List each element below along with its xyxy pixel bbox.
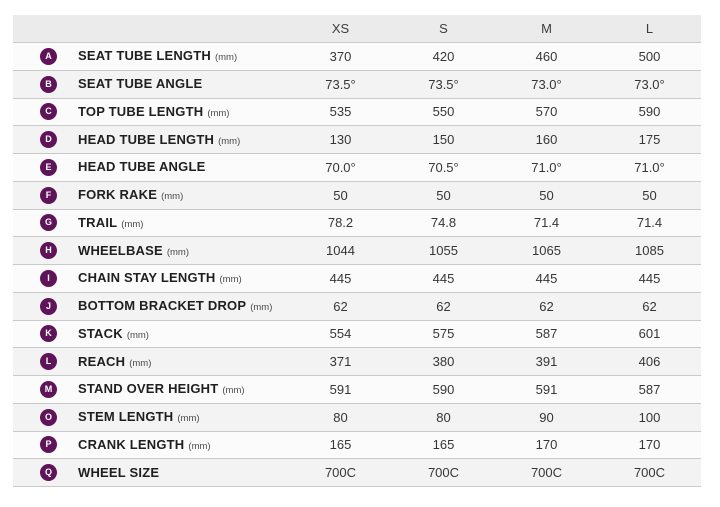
table-row (13, 99, 701, 127)
value-m: 460 (535, 48, 558, 64)
size-column-header-l: L (645, 21, 654, 36)
row-letter-badge (40, 381, 57, 398)
measurement-unit: (mm) (250, 302, 273, 314)
measurement-label (78, 408, 200, 426)
row-letter-badge (40, 270, 57, 287)
row-letter-badge (40, 436, 57, 453)
value-s: 165 (432, 437, 455, 453)
row-letter-badge (40, 187, 57, 204)
measurement-label-cell (13, 325, 289, 343)
table-row (13, 265, 701, 293)
row-letter: M (44, 383, 53, 394)
row-letter-badge (40, 76, 57, 93)
row-letter: J (45, 300, 51, 311)
measurement-label (78, 103, 229, 121)
value-s: 70.5° (428, 159, 459, 175)
value-l: 601 (638, 326, 661, 342)
measurement-label-cell (13, 75, 289, 93)
value-xs: 700C (324, 465, 357, 481)
table-row (13, 404, 701, 432)
value-xs: 370 (329, 48, 352, 64)
measurement-unit: (mm) (219, 274, 242, 286)
table-row (13, 126, 701, 154)
value-xs: 165 (329, 437, 352, 453)
measurement-label (78, 436, 211, 454)
value-xs: 554 (329, 326, 352, 342)
table-row (13, 210, 701, 238)
value-s: 74.8 (430, 215, 457, 231)
measurement-label-cell (13, 158, 289, 176)
row-letter: C (45, 106, 52, 117)
value-l: 500 (638, 48, 661, 64)
row-letter-badge (40, 214, 57, 231)
row-letter-badge (40, 103, 57, 120)
value-xs: 78.2 (327, 215, 354, 231)
measurement-name: TRAIL (78, 214, 118, 230)
measurement-label (78, 269, 242, 287)
row-letter: I (47, 272, 50, 283)
table-row (13, 376, 701, 404)
measurement-label (78, 214, 143, 232)
size-header-row (13, 15, 701, 43)
size-column-header-s: S (439, 21, 448, 36)
value-l: 100 (638, 409, 661, 425)
value-xs: 70.0° (325, 159, 356, 175)
row-letter: H (45, 245, 52, 256)
value-l: 445 (638, 270, 661, 286)
value-s: 380 (432, 354, 455, 370)
measurement-label-cell (13, 436, 289, 454)
measurement-label-cell (13, 186, 289, 204)
measurement-label (78, 325, 149, 343)
row-letter: A (45, 50, 52, 61)
value-l: 71.0° (634, 159, 665, 175)
value-s: 1055 (429, 243, 458, 259)
value-l: 73.0° (634, 76, 665, 92)
value-xs: 1044 (326, 243, 355, 259)
table-row (13, 293, 701, 321)
measurement-unit: (mm) (161, 191, 184, 203)
value-m: 62 (539, 298, 554, 314)
value-xs: 535 (329, 104, 352, 120)
value-l: 170 (638, 437, 661, 453)
value-m: 391 (535, 354, 558, 370)
row-letter-badge (40, 48, 57, 65)
table-row (13, 321, 701, 349)
measurement-unit: (mm) (166, 246, 190, 258)
measurement-label (78, 47, 237, 65)
table-row (13, 459, 701, 487)
measurement-unit: (mm) (177, 413, 200, 425)
value-s: 420 (432, 48, 455, 64)
measurement-name: SEAT TUBE ANGLE (78, 76, 203, 92)
value-s: 62 (436, 298, 451, 314)
measurement-name: WHEEL SIZE (78, 464, 160, 480)
row-letter-badge (40, 409, 57, 426)
measurement-label (78, 380, 245, 398)
measurement-label-cell (13, 408, 289, 426)
value-xs: 445 (329, 270, 352, 286)
table-row (13, 154, 701, 182)
value-s: 700C (427, 465, 460, 481)
measurement-name: HEAD TUBE LENGTH (78, 131, 215, 147)
measurement-label-cell (13, 380, 289, 398)
size-column-header-m: M (541, 21, 552, 36)
value-m: 73.0° (531, 76, 562, 92)
row-letter-badge (40, 464, 57, 481)
value-m: 445 (535, 270, 558, 286)
measurement-name: CRANK LENGTH (78, 436, 185, 452)
value-m: 570 (535, 104, 558, 120)
value-l: 1085 (635, 243, 664, 259)
value-xs: 130 (329, 132, 352, 148)
table-row (13, 71, 701, 99)
value-s: 445 (432, 270, 455, 286)
size-column-header-xs: XS (331, 21, 350, 36)
value-m: 591 (535, 381, 558, 397)
value-l: 700C (633, 465, 666, 481)
row-letter: O (44, 411, 52, 422)
measurement-label-cell (13, 214, 289, 232)
measurement-name: CHAIN STAY LENGTH (78, 270, 216, 286)
row-letter: B (45, 78, 52, 89)
value-m: 587 (535, 326, 558, 342)
measurement-label (78, 464, 159, 482)
measurement-label-cell (13, 297, 289, 315)
measurement-unit: (mm) (207, 107, 230, 119)
value-s: 73.5° (428, 76, 459, 92)
value-s: 590 (432, 381, 455, 397)
row-letter: D (45, 134, 52, 145)
value-l: 71.4 (636, 215, 663, 231)
measurement-unit: (mm) (218, 135, 241, 147)
table-row (13, 237, 701, 265)
row-letter: L (45, 356, 52, 367)
row-letter-badge (40, 298, 57, 315)
value-xs: 73.5° (325, 76, 356, 92)
measurement-label-cell (13, 47, 289, 65)
value-l: 587 (638, 381, 661, 397)
row-letter-badge (40, 353, 57, 370)
measurement-label-cell (13, 242, 289, 260)
measurement-unit: (mm) (129, 357, 152, 369)
measurement-label-cell (13, 353, 289, 371)
value-m: 71.0° (531, 159, 562, 175)
table-row (13, 182, 701, 210)
table-row (13, 432, 701, 460)
table-body (13, 43, 701, 487)
value-m: 170 (535, 437, 558, 453)
value-s: 550 (432, 104, 455, 120)
measurement-unit: (mm) (214, 52, 238, 64)
row-letter-badge (40, 242, 57, 259)
value-xs: 371 (329, 354, 352, 370)
measurement-label-cell (13, 269, 289, 287)
measurement-label (78, 353, 151, 371)
measurement-label (78, 158, 205, 176)
measurement-name: SEAT TUBE LENGTH (78, 48, 211, 64)
value-s: 80 (436, 409, 451, 425)
value-s: 575 (432, 326, 455, 342)
geometry-table (13, 15, 701, 487)
row-letter-badge (40, 325, 57, 342)
value-s: 150 (432, 132, 455, 148)
measurement-unit: (mm) (222, 385, 245, 397)
value-l: 50 (642, 187, 657, 203)
measurement-name: HEAD TUBE ANGLE (78, 159, 206, 175)
measurement-name: STAND OVER HEIGHT (78, 381, 219, 397)
measurement-label-cell (13, 131, 289, 149)
measurement-unit: (mm) (126, 329, 149, 341)
value-m: 90 (539, 409, 554, 425)
value-l: 590 (638, 104, 661, 120)
row-letter-badge (40, 131, 57, 148)
value-xs: 591 (329, 381, 352, 397)
value-l: 406 (638, 354, 661, 370)
value-m: 700C (530, 465, 563, 481)
measurement-label (78, 186, 183, 204)
value-l: 62 (642, 298, 657, 314)
value-m: 50 (539, 187, 554, 203)
row-letter: P (45, 439, 52, 450)
measurement-label-cell (13, 464, 289, 482)
value-m: 160 (535, 132, 558, 148)
value-l: 175 (638, 132, 661, 148)
row-letter: F (45, 189, 52, 200)
table-row (13, 43, 701, 71)
row-letter: Q (44, 467, 52, 478)
value-s: 50 (436, 187, 451, 203)
value-xs: 50 (333, 187, 348, 203)
measurement-label (78, 242, 189, 260)
measurement-unit: (mm) (121, 218, 144, 230)
measurement-name: WHEELBASE (78, 242, 163, 258)
value-m: 71.4 (533, 215, 560, 231)
row-letter: E (45, 161, 52, 172)
measurement-unit: (mm) (188, 440, 211, 452)
measurement-label (78, 75, 202, 93)
measurement-label-cell (13, 103, 289, 121)
measurement-name: TOP TUBE LENGTH (78, 103, 204, 119)
row-letter: K (45, 328, 52, 339)
measurement-name: REACH (78, 353, 126, 369)
value-m: 1065 (532, 243, 561, 259)
measurement-name: BOTTOM BRACKET DROP (78, 298, 247, 314)
measurement-name: STEM LENGTH (78, 409, 174, 425)
measurement-label (78, 297, 272, 315)
table-row (13, 348, 701, 376)
row-letter: G (44, 217, 52, 228)
value-xs: 80 (333, 409, 348, 425)
measurement-name: STACK (78, 325, 123, 341)
value-xs: 62 (333, 298, 348, 314)
measurement-label (78, 131, 240, 149)
measurement-name: FORK RAKE (78, 187, 158, 203)
row-letter-badge (40, 159, 57, 176)
